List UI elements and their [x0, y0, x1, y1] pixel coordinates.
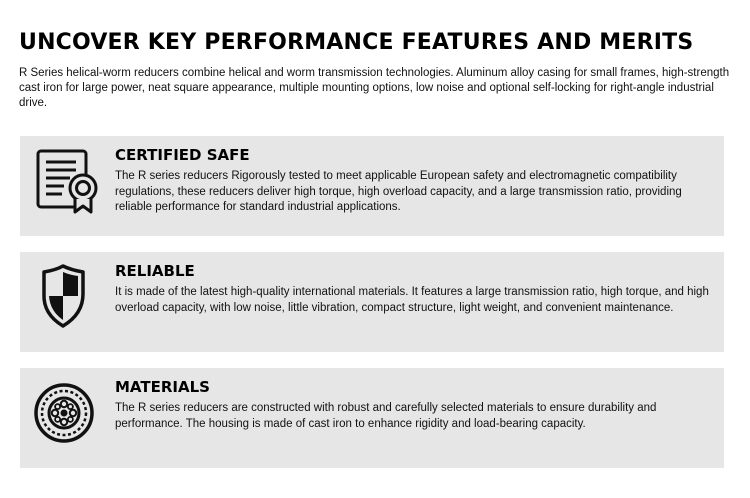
shield-icon	[34, 264, 100, 330]
feature-card-certified-safe	[20, 136, 724, 236]
feature-card-reliable	[20, 252, 724, 352]
certificate-icon	[34, 148, 100, 214]
feature-title: RELIABLE	[115, 262, 195, 280]
feature-card-materials	[20, 368, 724, 468]
feature-title: MATERIALS	[115, 378, 210, 396]
page-title: UNCOVER KEY PERFORMANCE FEATURES AND MERITS	[19, 30, 694, 55]
feature-title: CERTIFIED SAFE	[115, 146, 250, 164]
feature-description: The R series reducers Rigorously tested to meet applicable European safety and electromagnetic compatibility regulations, these reducers deliver high torque, high overload capacity, and a large transmission ratio, providing reliable performance for standard industrial applications.	[115, 170, 682, 213]
intro-text: R Series helical-worm reducers combine helical and worm transmission technologies. Aluminum alloy casing for small frames, high-strength cast iron for large power, neat square appearance, multiple mounting options, low noise and optional self-locking for right-angle industrial drive.	[19, 67, 730, 109]
gear-bearing-icon	[34, 380, 100, 446]
feature-description: It is made of the latest high-quality international materials. It features a large transmission ratio, high torque, and high overload capacity, with low noise, little vibration, compact structure, light weight, and convenient maintenance.	[115, 286, 709, 314]
feature-description: The R series reducers are constructed with robust and carefully selected materials to ensure durability and performance. The housing is made of cast iron to enhance rigidity and load-bearing capacity.	[115, 402, 657, 430]
